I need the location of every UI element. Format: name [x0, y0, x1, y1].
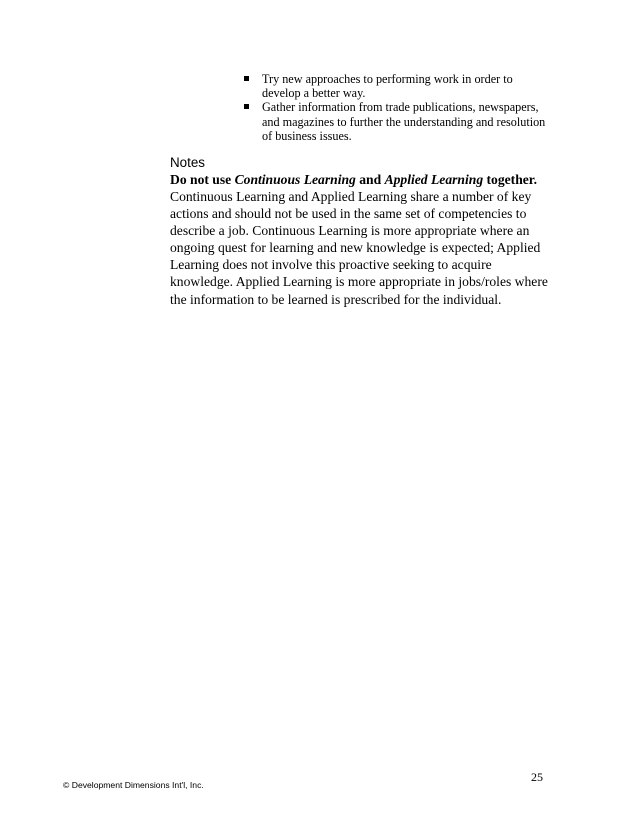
notes-lead-part2: and [355, 172, 385, 187]
notes-section [170, 154, 550, 308]
notes-lead [170, 171, 550, 188]
copyright-symbol: © [63, 780, 70, 790]
notes-lead-part3: together. [483, 172, 537, 187]
page-number: 25 [531, 770, 543, 784]
copyright-notice [63, 780, 204, 791]
square-bullet-icon [244, 104, 249, 109]
bullet-list [244, 72, 554, 143]
bullet-text: Try new approaches to performing work in order to develop a better way. [262, 72, 513, 101]
notes-heading: Notes [170, 155, 205, 170]
notes-lead-term2: Applied Learning [384, 172, 484, 187]
bullet-item [244, 72, 554, 100]
bullet-item [244, 100, 554, 143]
notes-lead-part1: Do not use [170, 172, 235, 187]
bullet-text: Gather information from trade publications, newspapers, and magazines to further the understanding and resolution of business issues. [262, 100, 546, 143]
square-bullet-icon [244, 76, 249, 81]
notes-lead-term1: Continuous Learning [234, 172, 356, 187]
notes-body: Continuous Learning and Applied Learning share a number of key actions and should not be used in the same set of competencies to describe a job. Continuous Learning is more appropriate where an ongoing quest for learning and new knowledge is expected; Applied Learning does not involve this proactive seeking to acquire knowledge. Applied Learning is more appropriate in jobs/roles where the information to be learned is prescribed for the individual. [170, 189, 548, 307]
copyright-text: Development Dimensions Int'l, Inc. [69, 780, 204, 790]
